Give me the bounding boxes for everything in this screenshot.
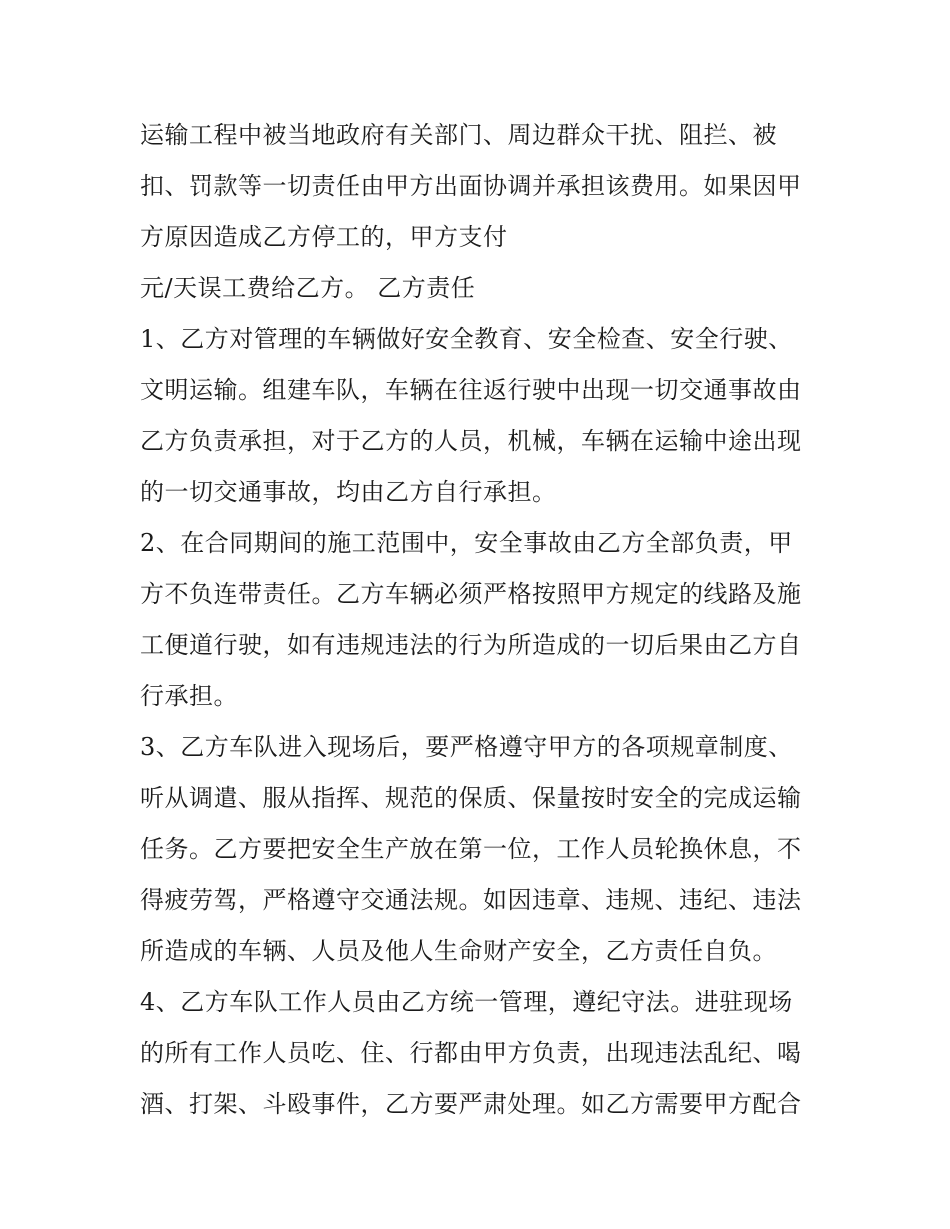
- text-line: 得疲劳驾，严格遵守交通法规。如因违章、违规、违纪、违法: [140, 886, 802, 914]
- text-line: 的一切交通事故，均由乙方自行承担。: [140, 478, 557, 506]
- body-text: [140, 110, 820, 1130]
- text-line: 3、乙方车队进入现场后，要严格遵守甲方的各项规章制度、: [140, 733, 793, 761]
- text-line: 行承担。: [140, 682, 238, 710]
- text-line: 运输工程中被当地政府有关部门、周边群众干扰、阻拦、被: [140, 121, 777, 149]
- text-line: 乙方负责承担，对于乙方的人员，机械，车辆在运输中途出现: [140, 427, 802, 455]
- text-line: 1、乙方对管理的车辆做好安全教育、安全检查、安全行驶、: [140, 325, 793, 353]
- text-line: 听从调遣、服从指挥、规范的保质、保量按时安全的完成运输: [140, 784, 802, 812]
- text-line: 文明运输。组建车队，车辆在往返行驶中出现一切交通事故由: [140, 376, 802, 404]
- text-line: 任务。乙方要把安全生产放在第一位，工作人员轮换休息，不: [140, 835, 802, 863]
- text-line: 所造成的车辆、人员及他人生命财产安全，乙方责任自负。: [140, 937, 777, 965]
- text-line: 工便道行驶，如有违规违法的行为所造成的一切后果由乙方自: [140, 631, 802, 659]
- text-line: 元/天误工费给乙方。 乙方责任: [140, 274, 476, 302]
- text-line: 2、在合同期间的施工范围中，安全事故由乙方全部负责，甲: [140, 529, 793, 557]
- text-line: 方原因造成乙方停工的，甲方支付: [140, 223, 508, 251]
- text-line: 酒、打架、斗殴事件，乙方要严肃处理。如乙方需要甲方配合: [140, 1090, 802, 1118]
- text-line: 方不负连带责任。乙方车辆必须严格按照甲方规定的线路及施: [140, 580, 802, 608]
- text-line: 的所有工作人员吃、住、行都由甲方负责，出现违法乱纪、喝: [140, 1039, 802, 1067]
- text-line: 扣、罚款等一切责任由甲方出面协调并承担该费用。如果因甲: [140, 172, 802, 200]
- text-line: 4、乙方车队工作人员由乙方统一管理，遵纪守法。进驻现场: [140, 988, 793, 1016]
